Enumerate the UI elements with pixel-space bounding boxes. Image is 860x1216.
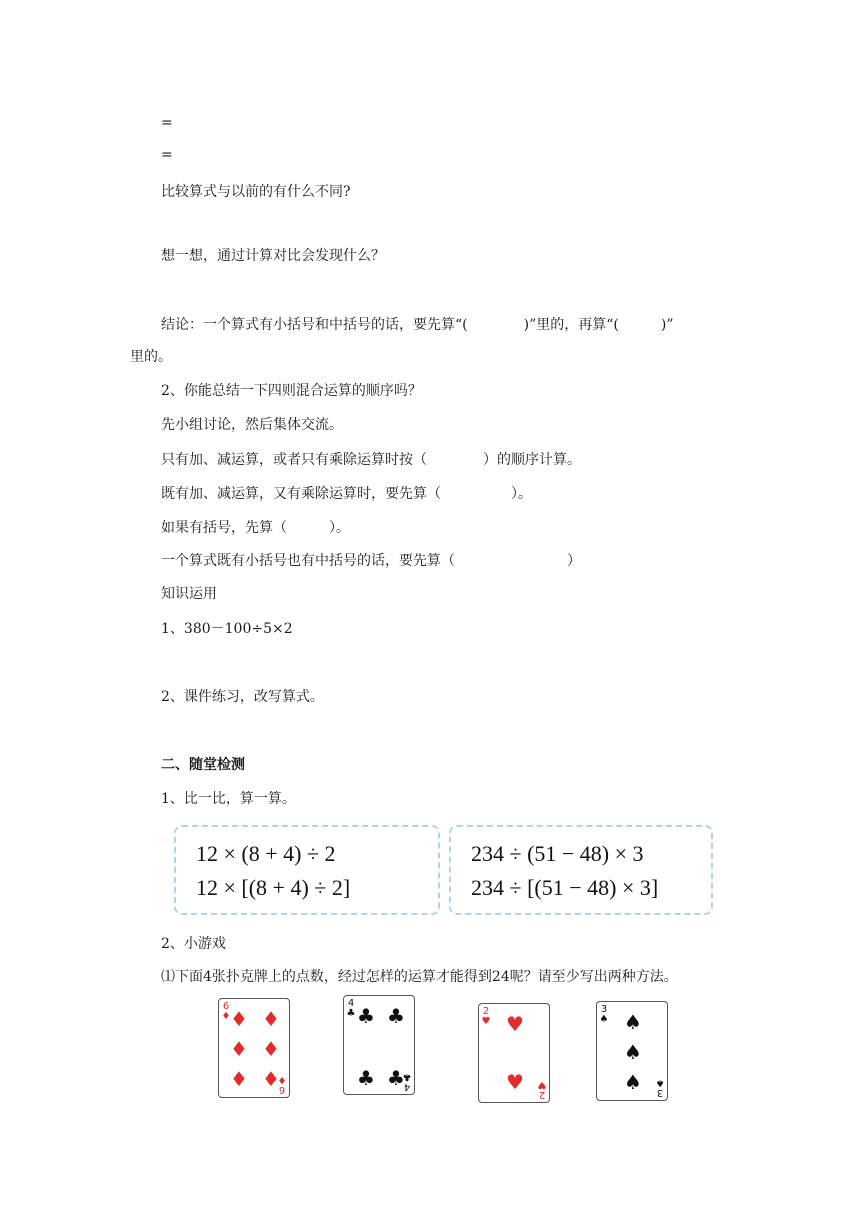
card-rank: 3 xyxy=(656,1087,664,1098)
card-six-diamonds xyxy=(218,998,290,1098)
question-think: 想一想，通过计算对比会发现什么？ xyxy=(161,248,385,264)
card-rank: 2 xyxy=(538,1089,546,1100)
diamond-icon: ♦ xyxy=(230,1037,248,1061)
card-two-hearts xyxy=(478,1003,550,1103)
heart-icon: ♥ xyxy=(537,1079,547,1090)
discussion-text: 先小组讨论，然后集体交流。 xyxy=(161,417,343,433)
spade-icon: ♠ xyxy=(624,1010,642,1034)
expression-2a: 234 ÷ (51 − 48) × 3 xyxy=(471,841,644,866)
club-icon: ♣ xyxy=(346,1008,356,1019)
card-rank: 6 xyxy=(278,1084,286,1095)
card-rank: 4 xyxy=(403,1081,411,1092)
diamond-icon: ♦ xyxy=(262,1037,280,1061)
expression-box-2 xyxy=(449,825,713,915)
equals-line-1: = xyxy=(161,115,173,131)
card-four-clubs xyxy=(343,995,415,1095)
card-rank: 3 xyxy=(600,1004,608,1015)
spade-icon: ♠ xyxy=(655,1077,665,1088)
diamond-icon: ♦ xyxy=(230,1007,248,1031)
diamond-icon: ♦ xyxy=(277,1074,287,1085)
equals-line-2: = xyxy=(161,147,173,163)
rule-3: 如果有括号，先算（ ）。 xyxy=(161,520,350,536)
diamond-icon: ♦ xyxy=(221,1011,231,1022)
expression-2b: 234 ÷ [(51 − 48) × 3] xyxy=(471,875,659,900)
club-icon: ♣ xyxy=(387,1066,405,1090)
spade-icon: ♠ xyxy=(624,1040,642,1064)
test-2-1: ⑴下面4张扑克牌上的点数，经过怎样的运算才能得到24呢？请至少写出两种方法。 xyxy=(161,969,678,985)
diamond-icon: ♦ xyxy=(262,1007,280,1031)
card-three-spades xyxy=(596,1001,668,1101)
rule-1: 只有加、减运算，或者只有乘除运算时按（ ）的顺序计算。 xyxy=(161,452,581,468)
heart-icon: ♥ xyxy=(506,1012,524,1036)
card-rank: 6 xyxy=(222,1001,230,1012)
club-icon: ♣ xyxy=(357,1004,375,1028)
club-icon: ♣ xyxy=(357,1066,375,1090)
heart-icon: ♥ xyxy=(506,1070,524,1094)
conclusion-line-2: 里的。 xyxy=(130,349,172,365)
diamond-icon: ♦ xyxy=(230,1067,248,1091)
exercise-1: 1、380－100÷5×2 xyxy=(161,621,293,637)
section-2-heading: 二、随堂检测 xyxy=(161,757,245,773)
exercise-2: 2、课件练习，改写算式。 xyxy=(161,689,324,705)
card-rank: 4 xyxy=(347,998,355,1009)
knowledge-heading: 知识运用 xyxy=(161,586,217,602)
expression-box-1 xyxy=(174,825,440,915)
card-rank: 2 xyxy=(482,1006,490,1017)
club-icon: ♣ xyxy=(402,1071,412,1082)
spade-icon: ♠ xyxy=(599,1014,609,1025)
rule-4: 一个算式既有小括号也有中括号的话，要先算（ ） xyxy=(161,553,581,569)
club-icon: ♣ xyxy=(387,1004,405,1028)
diamond-icon: ♦ xyxy=(262,1067,280,1091)
rule-2: 既有加、减运算，又有乘除运算时，要先算（ ）。 xyxy=(161,486,532,502)
expression-1a: 12 × (8 + 4) ÷ 2 xyxy=(196,841,336,866)
test-1: 1、比一比，算一算。 xyxy=(161,791,296,807)
expression-1b: 12 × [(8 + 4) ÷ 2] xyxy=(196,875,351,900)
spade-icon: ♠ xyxy=(624,1070,642,1094)
test-2: 2、小游戏 xyxy=(161,936,226,952)
heart-icon: ♥ xyxy=(481,1016,491,1027)
conclusion-line-1: 结论：一个算式有小括号和中括号的话，要先算“( )”里的，再算“( )” xyxy=(161,317,674,333)
question-2: 2、你能总结一下四则混合运算的顺序吗？ xyxy=(161,383,422,399)
question-compare: 比较算式与以前的有什么不同? xyxy=(161,184,351,200)
